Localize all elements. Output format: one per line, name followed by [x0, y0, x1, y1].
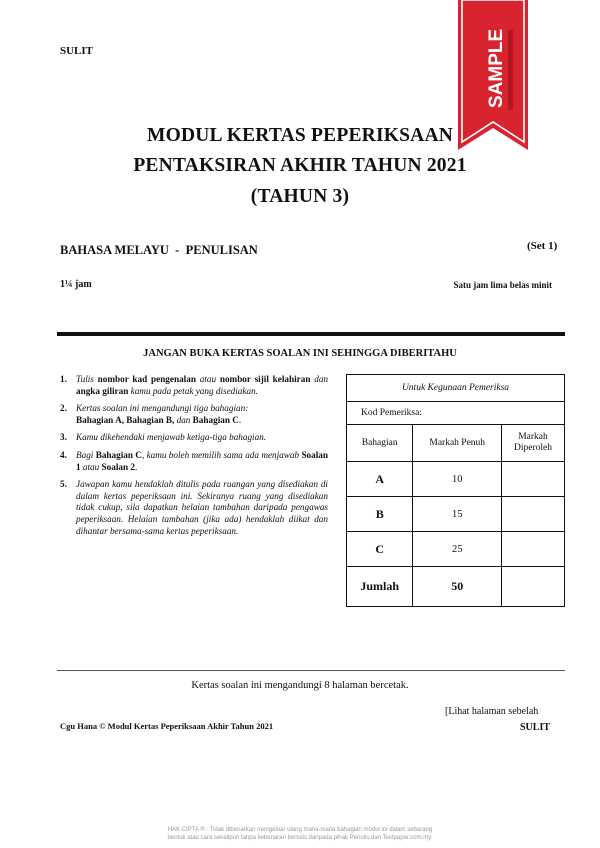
- instruction-3: 3. Kamu dikehendaki menjawab ketiga-tiga bahagian.: [60, 432, 267, 443]
- footer-line-1: HAK CIPTA ® : Tidak dibenarkan mengeluar ulang mana-mana bahagian modul ini dalam sebarang: [167, 827, 433, 833]
- examiner-code-field[interactable]: Kod Pemeriksa:: [347, 402, 565, 425]
- warning-notice: JANGAN BUKA KERTAS SOALAN INI SEHINGGA DIBERITAHU: [143, 348, 457, 359]
- full-mark-cell: 25: [413, 532, 502, 567]
- sulit-label: SULIT: [60, 45, 94, 57]
- col-markah-diperoleh: Markah Diperoleh: [502, 425, 565, 462]
- obtained-mark-cell[interactable]: [502, 462, 565, 497]
- section-cell: B: [347, 497, 413, 532]
- duration-words: Satu jam lima belas minit: [453, 280, 552, 290]
- table-row: [347, 497, 565, 532]
- examiner-table-header: Untuk Kegunaan Pemeriksa: [347, 375, 565, 402]
- section-cell: C: [347, 532, 413, 567]
- next-page-note: [Lihat halaman sebelah: [445, 706, 539, 717]
- footer-line-2: bentuk atau cara sekalipun tanpa kebenaran bertulis daripada pihak Penulis dan Testpaper.com.my.: [167, 835, 433, 841]
- title-line-1: MODUL KERTAS PEPERIKSAAN: [146, 125, 454, 146]
- divider-thick: [57, 332, 565, 336]
- full-mark-cell: 15: [413, 497, 502, 532]
- instruction-4: 4. Bagi Bahagian C, kamu boleh memilih sama ada menjawab Soalan 1 atau Soalan 2.: [60, 449, 328, 472]
- total-value: 50: [413, 567, 502, 607]
- title-line-3: (TAHUN 3): [250, 186, 350, 207]
- sample-ribbon-text: SAMPLE: [486, 28, 507, 108]
- pages-note: Kertas soalan ini mengandungi 8 halaman bercetak.: [191, 680, 409, 691]
- footer-notice: [0, 826, 600, 842]
- subject: BAHASA MELAYU - PENULISAN: [60, 243, 258, 257]
- obtained-mark-cell[interactable]: [502, 532, 565, 567]
- table-row: [347, 462, 565, 497]
- obtained-mark-cell[interactable]: [502, 497, 565, 532]
- sulit-label-bottom: SULIT: [520, 722, 551, 733]
- instructions: [60, 374, 328, 543]
- full-mark-cell: 10: [413, 462, 502, 497]
- divider-thin: [57, 670, 565, 671]
- instruction-2: 2. Kertas soalan ini mengandungi tiga bahagian: Bahagian A, Bahagian B, dan Bahagian C.: [60, 403, 249, 425]
- col-bahagian: Bahagian: [347, 425, 413, 462]
- section-cell: A: [347, 462, 413, 497]
- col-markah-penuh: Markah Penuh: [413, 425, 502, 462]
- title-line-2: PENTAKSIRAN AKHIR TAHUN 2021: [133, 155, 467, 176]
- copyright: Cgu Hana © Modul Kertas Peperiksaan Akhir Tahun 2021: [60, 721, 274, 731]
- set-label: (Set 1): [527, 240, 558, 252]
- total-label: Jumlah: [347, 567, 413, 607]
- instruction-5: 5. Jawapan kamu hendaklah ditulis pada ruangan yang disediakan di dalam kertas peperiksaan ini. Sekiranya ruang yang disediakan tidak cukup, sila dapatkan helaian tambahan daripada pengawas peperiksaan. Helaian tambahan (jika ada) hendaklah diikat dan dihantar bersama-sama kertas peperiksaan.: [60, 479, 328, 536]
- examiner-table: [346, 374, 565, 607]
- instruction-1: 1. Tulis nombor kad pengenalan atau nombor sijil kelahiran dan angka giliran kamu pada petak yang disediakan.: [60, 374, 328, 396]
- table-row: [347, 532, 565, 567]
- duration-figures: 1¼ jam: [60, 279, 92, 290]
- total-obtained-cell[interactable]: [502, 567, 565, 607]
- total-row: [347, 567, 565, 607]
